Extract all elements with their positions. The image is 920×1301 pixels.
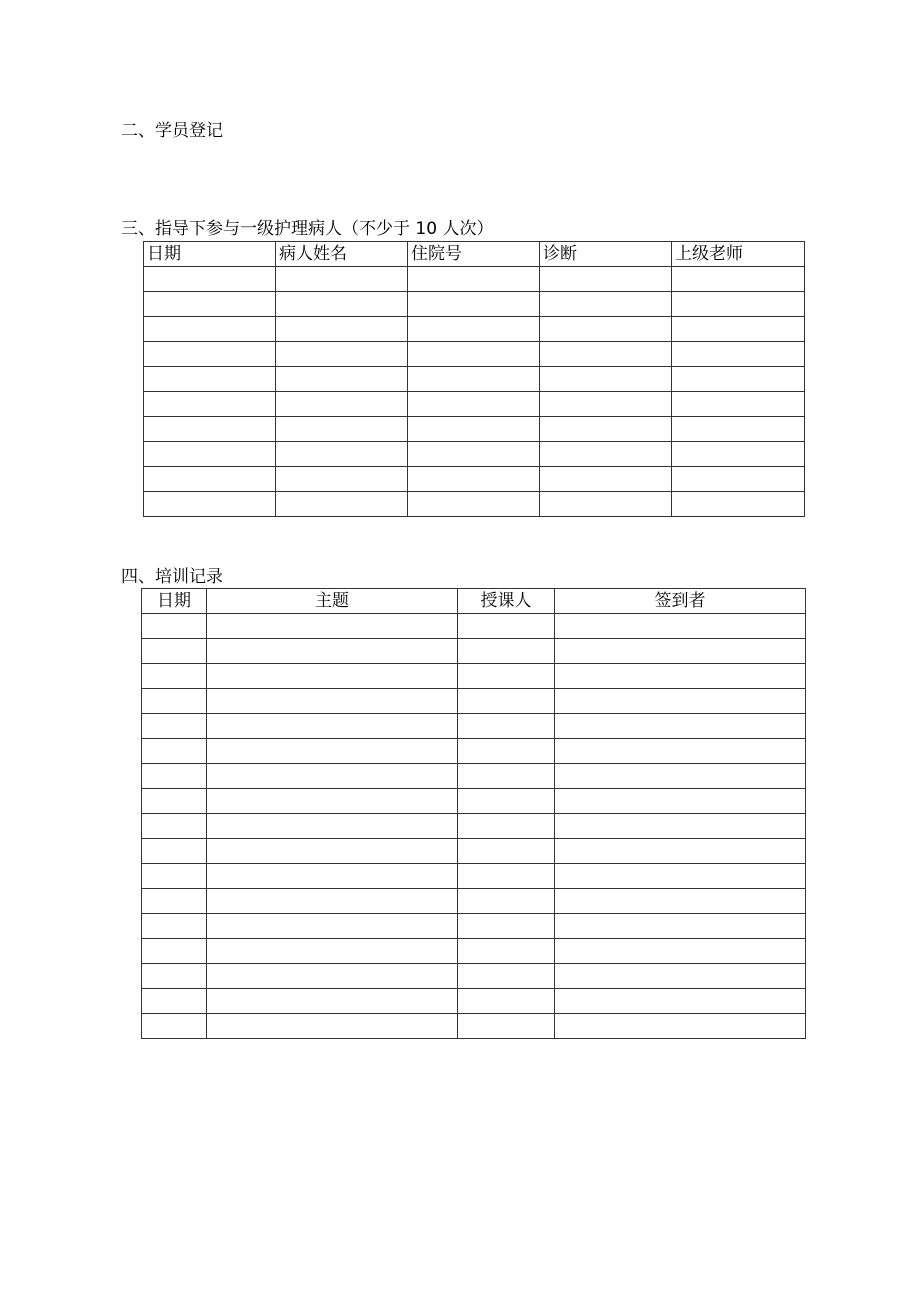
training-table <box>141 588 806 1039</box>
table-cell[interactable] <box>276 467 408 492</box>
table-cell[interactable] <box>672 267 805 292</box>
table-cell[interactable] <box>672 292 805 317</box>
table-cell[interactable] <box>207 614 458 639</box>
table-cell[interactable] <box>540 417 672 442</box>
patients-table <box>143 241 805 517</box>
table-cell[interactable] <box>207 714 458 739</box>
col-header-diagnosis: 诊断 <box>540 242 672 267</box>
table-cell[interactable] <box>672 442 805 467</box>
table-cell[interactable] <box>207 889 458 914</box>
table-row <box>142 889 806 914</box>
table-row <box>144 267 805 292</box>
table-cell[interactable] <box>555 689 806 714</box>
table-cell[interactable] <box>408 417 540 442</box>
table-cell[interactable] <box>207 914 458 939</box>
table-row <box>144 417 805 442</box>
table-cell[interactable] <box>207 989 458 1014</box>
col-header-admission-number: 住院号 <box>408 242 540 267</box>
table-cell[interactable] <box>458 914 555 939</box>
table-row <box>144 342 805 367</box>
table-cell[interactable] <box>555 764 806 789</box>
table-cell[interactable] <box>555 889 806 914</box>
table-cell[interactable] <box>144 392 276 417</box>
table-row <box>142 614 806 639</box>
table-cell[interactable] <box>672 367 805 392</box>
table-cell[interactable] <box>144 292 276 317</box>
table-row <box>142 764 806 789</box>
table-cell[interactable] <box>458 789 555 814</box>
section-heading-registration: 二、学员登记 <box>121 121 223 141</box>
table-cell[interactable] <box>142 664 207 689</box>
table-cell[interactable] <box>458 814 555 839</box>
table-cell[interactable] <box>207 939 458 964</box>
table-cell[interactable] <box>555 664 806 689</box>
table-cell[interactable] <box>207 764 458 789</box>
table-cell[interactable] <box>540 267 672 292</box>
table-cell[interactable] <box>672 342 805 367</box>
table-cell[interactable] <box>408 392 540 417</box>
table-cell[interactable] <box>142 714 207 739</box>
table-cell[interactable] <box>555 989 806 1014</box>
table-cell[interactable] <box>408 292 540 317</box>
table-cell[interactable] <box>555 789 806 814</box>
table-row <box>142 1014 806 1039</box>
table-cell[interactable] <box>276 367 408 392</box>
table-cell[interactable] <box>144 267 276 292</box>
table-cell[interactable] <box>458 739 555 764</box>
table-cell[interactable] <box>458 889 555 914</box>
table-cell[interactable] <box>144 367 276 392</box>
table-cell[interactable] <box>408 317 540 342</box>
table-row <box>142 664 806 689</box>
table-cell[interactable] <box>672 467 805 492</box>
col-header-date: 日期 <box>144 242 276 267</box>
table-cell[interactable] <box>540 467 672 492</box>
table-cell[interactable] <box>408 492 540 517</box>
table-cell[interactable] <box>207 689 458 714</box>
col-header-patient-name: 病人姓名 <box>276 242 408 267</box>
table-cell[interactable] <box>144 317 276 342</box>
table-row <box>142 639 806 664</box>
section-heading-training: 四、培训记录 <box>121 567 223 587</box>
table-cell[interactable] <box>555 964 806 989</box>
table-cell[interactable] <box>555 639 806 664</box>
table-cell[interactable] <box>142 814 207 839</box>
table-cell[interactable] <box>458 639 555 664</box>
table-cell[interactable] <box>540 317 672 342</box>
table-cell[interactable] <box>458 689 555 714</box>
col-header-topic: 主题 <box>207 589 458 614</box>
table-cell[interactable] <box>540 492 672 517</box>
table-cell[interactable] <box>555 739 806 764</box>
table-cell[interactable] <box>276 267 408 292</box>
table-row <box>142 789 806 814</box>
table-cell[interactable] <box>276 292 408 317</box>
table-cell[interactable] <box>458 939 555 964</box>
table-row <box>142 939 806 964</box>
table-cell[interactable] <box>142 889 207 914</box>
table-cell[interactable] <box>555 914 806 939</box>
table-cell[interactable] <box>144 342 276 367</box>
col-header-attendees: 签到者 <box>555 589 806 614</box>
table-cell[interactable] <box>142 639 207 664</box>
table-cell[interactable] <box>142 939 207 964</box>
table-cell[interactable] <box>142 689 207 714</box>
table-cell[interactable] <box>672 417 805 442</box>
col-header-supervisor: 上级老师 <box>672 242 805 267</box>
table-cell[interactable] <box>276 317 408 342</box>
table-cell[interactable] <box>458 964 555 989</box>
table-cell[interactable] <box>207 739 458 764</box>
table-row <box>142 864 806 889</box>
table-cell[interactable] <box>555 839 806 864</box>
table-cell[interactable] <box>408 442 540 467</box>
table-cell[interactable] <box>458 864 555 889</box>
table-cell[interactable] <box>144 417 276 442</box>
table-cell[interactable] <box>142 914 207 939</box>
table-cell[interactable] <box>458 714 555 739</box>
table-cell[interactable] <box>142 1014 207 1039</box>
table-cell[interactable] <box>207 664 458 689</box>
table-cell[interactable] <box>555 614 806 639</box>
table-cell[interactable] <box>672 392 805 417</box>
table-cell[interactable] <box>458 614 555 639</box>
table-cell[interactable] <box>458 1014 555 1039</box>
table-cell[interactable] <box>458 664 555 689</box>
table-cell[interactable] <box>276 392 408 417</box>
table-cell[interactable] <box>276 442 408 467</box>
table-cell[interactable] <box>207 639 458 664</box>
table-row <box>144 492 805 517</box>
table-row <box>142 739 806 764</box>
col-header-lecturer: 授课人 <box>458 589 555 614</box>
table-cell[interactable] <box>207 864 458 889</box>
table-row <box>142 689 806 714</box>
table-cell[interactable] <box>555 814 806 839</box>
table-cell[interactable] <box>540 392 672 417</box>
table-row <box>144 442 805 467</box>
table-row <box>142 964 806 989</box>
table-cell[interactable] <box>142 964 207 989</box>
table-cell[interactable] <box>540 367 672 392</box>
table-cell[interactable] <box>540 442 672 467</box>
table-cell[interactable] <box>540 292 672 317</box>
table-cell[interactable] <box>408 467 540 492</box>
patients-header-row <box>144 242 805 267</box>
table-row <box>144 467 805 492</box>
table-row <box>142 839 806 864</box>
table-cell[interactable] <box>672 317 805 342</box>
table-cell[interactable] <box>144 467 276 492</box>
table-cell[interactable] <box>142 789 207 814</box>
table-cell[interactable] <box>144 492 276 517</box>
table-row <box>144 392 805 417</box>
table-row <box>142 714 806 739</box>
table-cell[interactable] <box>555 939 806 964</box>
table-cell[interactable] <box>142 614 207 639</box>
table-cell[interactable] <box>276 492 408 517</box>
section-heading-patients: 三、指导下参与一级护理病人（不少于 10 人次） <box>121 219 494 239</box>
table-cell[interactable] <box>207 789 458 814</box>
table-cell[interactable] <box>142 989 207 1014</box>
table-row <box>142 914 806 939</box>
table-cell[interactable] <box>555 864 806 889</box>
training-header-row <box>142 589 806 614</box>
table-cell[interactable] <box>458 839 555 864</box>
table-cell[interactable] <box>408 367 540 392</box>
table-row <box>144 367 805 392</box>
table-cell[interactable] <box>672 492 805 517</box>
table-cell[interactable] <box>408 342 540 367</box>
table-cell[interactable] <box>142 839 207 864</box>
table-cell[interactable] <box>458 989 555 1014</box>
table-cell[interactable] <box>207 814 458 839</box>
table-cell[interactable] <box>276 342 408 367</box>
col-header-date: 日期 <box>142 589 207 614</box>
table-cell[interactable] <box>555 1014 806 1039</box>
table-cell[interactable] <box>540 342 672 367</box>
table-cell[interactable] <box>408 267 540 292</box>
table-cell[interactable] <box>144 442 276 467</box>
table-row <box>142 989 806 1014</box>
table-cell[interactable] <box>207 1014 458 1039</box>
table-cell[interactable] <box>142 864 207 889</box>
table-row <box>144 317 805 342</box>
table-cell[interactable] <box>276 417 408 442</box>
table-cell[interactable] <box>142 739 207 764</box>
table-cell[interactable] <box>555 714 806 739</box>
table-cell[interactable] <box>207 839 458 864</box>
table-row <box>144 292 805 317</box>
table-row <box>142 814 806 839</box>
table-cell[interactable] <box>207 964 458 989</box>
table-cell[interactable] <box>458 764 555 789</box>
table-cell[interactable] <box>142 764 207 789</box>
